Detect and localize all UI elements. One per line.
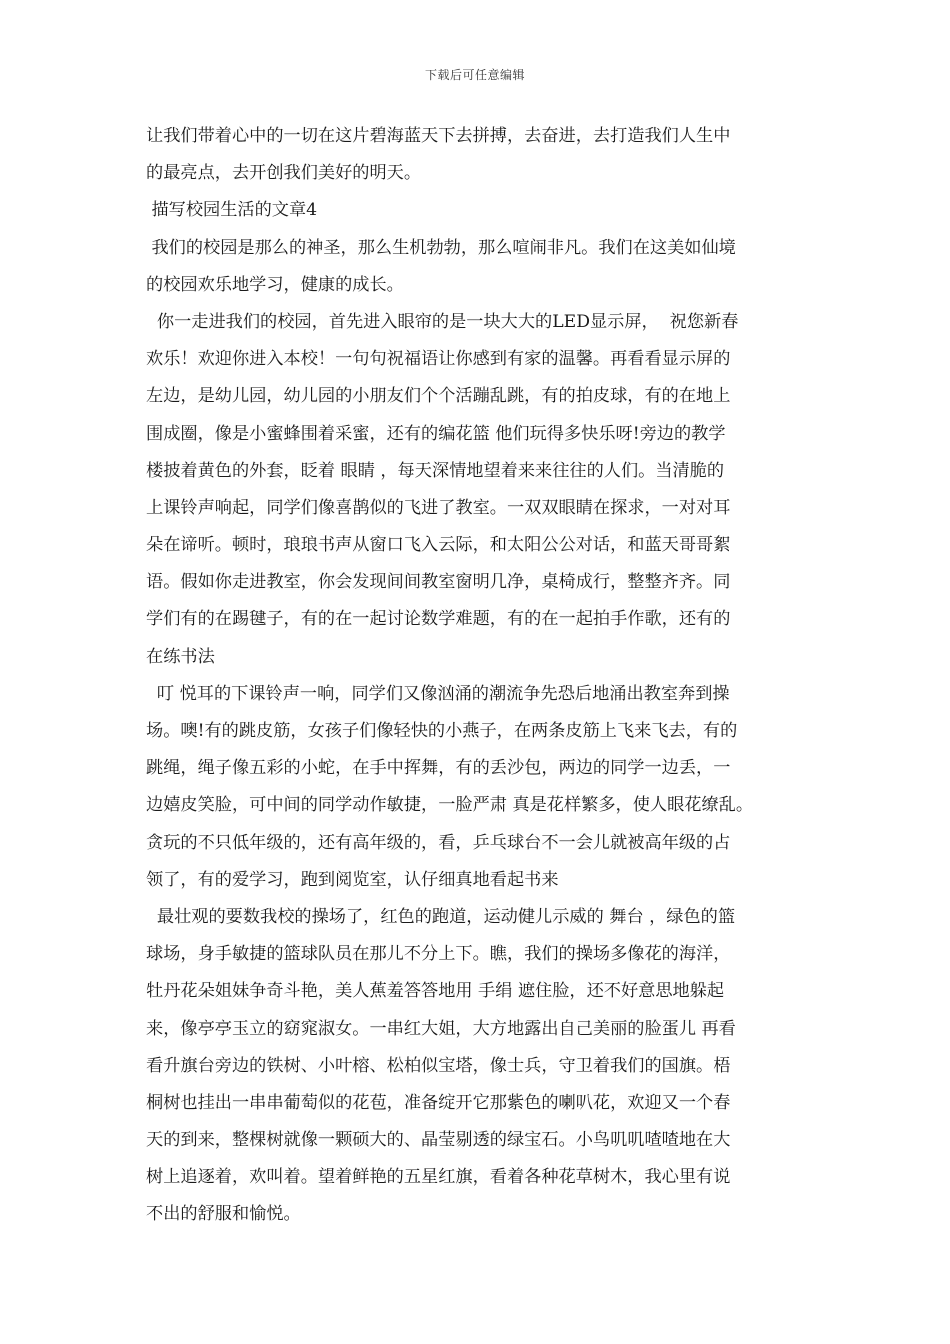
- text-line: 我们的校园是那么的神圣，那么生机勃勃，那么喧闹非凡。我们在这美如仙境: [146, 237, 736, 258]
- text-line: 描写校园生活的文章4: [146, 200, 318, 221]
- text-line: 欢乐！欢迎你进入本校！一句句祝福语让你感到有家的温馨。再看看显示屏的: [146, 349, 731, 370]
- text-line: 球场，身手敏捷的篮球队员在那儿不分上下。瞧，我们的操场多像花的海洋，: [146, 944, 731, 965]
- text-line: 跳绳，绳子像五彩的小蛇，在手中挥舞，有的丢沙包，两边的同学一边丢，一: [146, 758, 731, 779]
- text-line: 语。假如你走进教室，你会发现间间教室窗明几净，桌椅成行，整整齐齐。同: [146, 572, 731, 593]
- page-header: 下载后可任意编辑: [424, 68, 525, 82]
- text-line: 领了，有的爱学习，跑到阅览室，认仔细真地看起书来: [146, 869, 559, 890]
- text-line: 场。噢!有的跳皮筋，女孩子们像轻快的小燕子，在两条皮筋上飞来飞去，有的: [146, 721, 738, 741]
- text-line: 看升旗台旁边的铁树、小叶榕、松柏似宝塔，像士兵，守卫着我们的国旗。梧: [146, 1055, 731, 1076]
- text-line: 边嬉皮笑脸，可中间的同学动作敏捷，一脸严肃 真是花样繁多，使人眼花缭乱。: [146, 795, 754, 816]
- text-line: 围成圈，像是小蜜蜂围着采蜜，还有的编花篮 他们玩得多快乐呀!旁边的教学: [146, 423, 726, 444]
- text-line: 来，像亭亭玉立的窈窕淑女。一串红大姐，大方地露出自己美丽的脸蛋儿 再看: [146, 1018, 736, 1039]
- text-line: 桐树也挂出一串串葡萄似的花苞，准备绽开它那紫色的喇叭花，欢迎又一个春: [146, 1092, 731, 1113]
- text-line: 贪玩的不只低年级的，还有高年级的，看，乒乓球台不一会儿就被高年级的占: [146, 832, 731, 853]
- text-line: 叮 悦耳的下课铃声一响，同学们又像汹涌的潮流争先恐后地涌出教室奔到操: [146, 683, 730, 704]
- text-line: 树上追逐着，欢叫着。望着鲜艳的五星红旗，看着各种花草树木，我心里有说: [146, 1167, 731, 1188]
- text-line: 牡丹花朵姐妹争奇斗艳，美人蕉羞答答地用 手绢 遮住脸，还不好意思地躲起: [146, 981, 725, 1002]
- text-line: 左边，是幼儿园，幼儿园的小朋友们个个活蹦乱跳，有的拍皮球，有的在地上: [146, 386, 731, 407]
- text-line: 楼披着黄色的外套，眨着 眼睛 ，每天深情地望着来来往往的人们。当清脆的: [146, 460, 725, 481]
- text-line: 让我们带着心中的一切在这片碧海蓝天下去拼搏，去奋进，去打造我们人生中: [146, 126, 731, 146]
- text-line: 朵在谛听。顿时，琅琅书声从窗口飞入云际，和太阳公公对话，和蓝天哥哥絮: [146, 535, 731, 556]
- text-line: 在练书法: [146, 646, 215, 667]
- text-line: 你一走进我们的校园，首先进入眼帘的是一块大大的LED显示屏， 祝您新春: [146, 311, 739, 332]
- text-line: 不出的舒服和愉悦。: [146, 1204, 301, 1225]
- text-line: 最壮观的要数我校的操场了，红色的跑道，运动健儿示威的 舞台 ，绿色的篮: [146, 906, 736, 927]
- document-body: [146, 118, 816, 1234]
- text-line: 的校园欢乐地学习，健康的成长。: [146, 274, 404, 295]
- text-line: 的最亮点，去开创我们美好的明天。: [146, 163, 422, 184]
- text-line: 学们有的在踢毽子，有的在一起讨论数学难题，有的在一起拍手作歌，还有的: [146, 609, 731, 630]
- text-line: 上课铃声响起，同学们像喜鹊似的飞进了教室。一双双眼睛在探求，一对对耳: [146, 497, 731, 518]
- text-line: 天的到来，整棵树就像一颗硕大的、晶莹剔透的绿宝石。小鸟叽叽喳喳地在大: [146, 1130, 731, 1151]
